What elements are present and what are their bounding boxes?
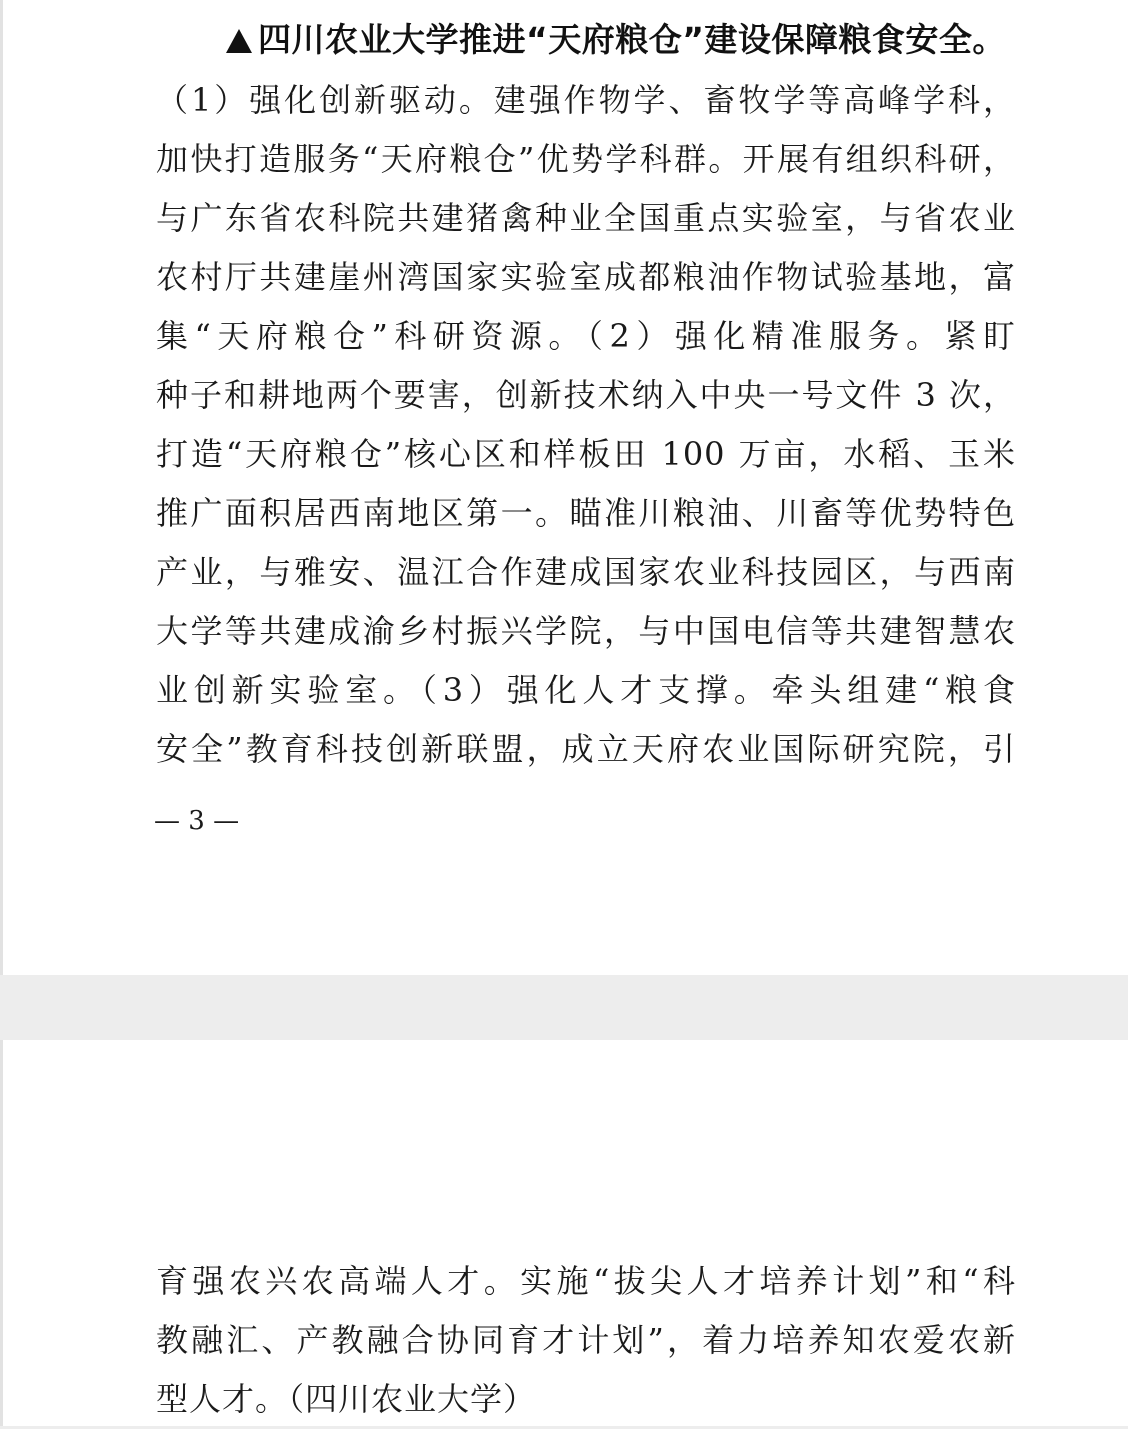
text-line: 种子和耕地两个要害，创新技术纳入中央一号文件 3 次，: [156, 376, 1016, 414]
text-line: 加快打造服务“天府粮仓”优势学科群。开展有组织科研，: [156, 140, 1016, 178]
triangle-bullet-icon: [226, 29, 252, 53]
text-line last-line: 型人才。（四川农业大学）: [156, 1380, 537, 1418]
text-line: 推广面积居西南地区第一。瞄准川粮油、川畜等优势特色: [156, 494, 1016, 532]
text-line: 与广东省农科院共建猪禽种业全国重点实验室，与省农业: [156, 199, 1016, 237]
text-line: 集“天府粮仓”科研资源。（2）强化精准服务。紧盯: [156, 317, 1016, 355]
section-heading: [226, 18, 1006, 62]
text-line: 育强农兴农高端人才。实施“拔尖人才培养计划”和“科: [156, 1262, 1016, 1300]
text-line: 教融汇、产教融合协同育才计划”，着力培养知农爱农新: [156, 1321, 1016, 1359]
heading-text: 四川农业大学推进“天府粮仓”建设保障粮食安全。: [258, 20, 1006, 59]
text-line: 产业，与雅安、温江合作建成国家农业科技园区，与西南: [156, 553, 1016, 591]
text-line: 大学等共建成渝乡村振兴学院，与中国电信等共建智慧农: [156, 612, 1016, 650]
text-line: 安全”教育科技创新联盟，成立天府农业国际研究院，引: [156, 730, 1016, 768]
paragraph-page-2: [156, 1252, 1016, 1429]
text-line: 业创新实验室。（3）强化人才支撑。牵头组建“粮食: [156, 671, 1016, 709]
paragraph-page-1: [156, 71, 1016, 779]
text-line: 农村厅共建崖州湾国家实验室成都粮油作物试验基地，富: [156, 258, 1016, 296]
page-number: — 3 —: [154, 806, 240, 836]
text-line: （1）强化创新驱动。建强作物学、畜牧学等高峰学科，: [156, 81, 1016, 119]
text-line: 打造“天府粮仓”核心区和样板田 100 万亩，水稻、玉米: [156, 435, 1016, 473]
